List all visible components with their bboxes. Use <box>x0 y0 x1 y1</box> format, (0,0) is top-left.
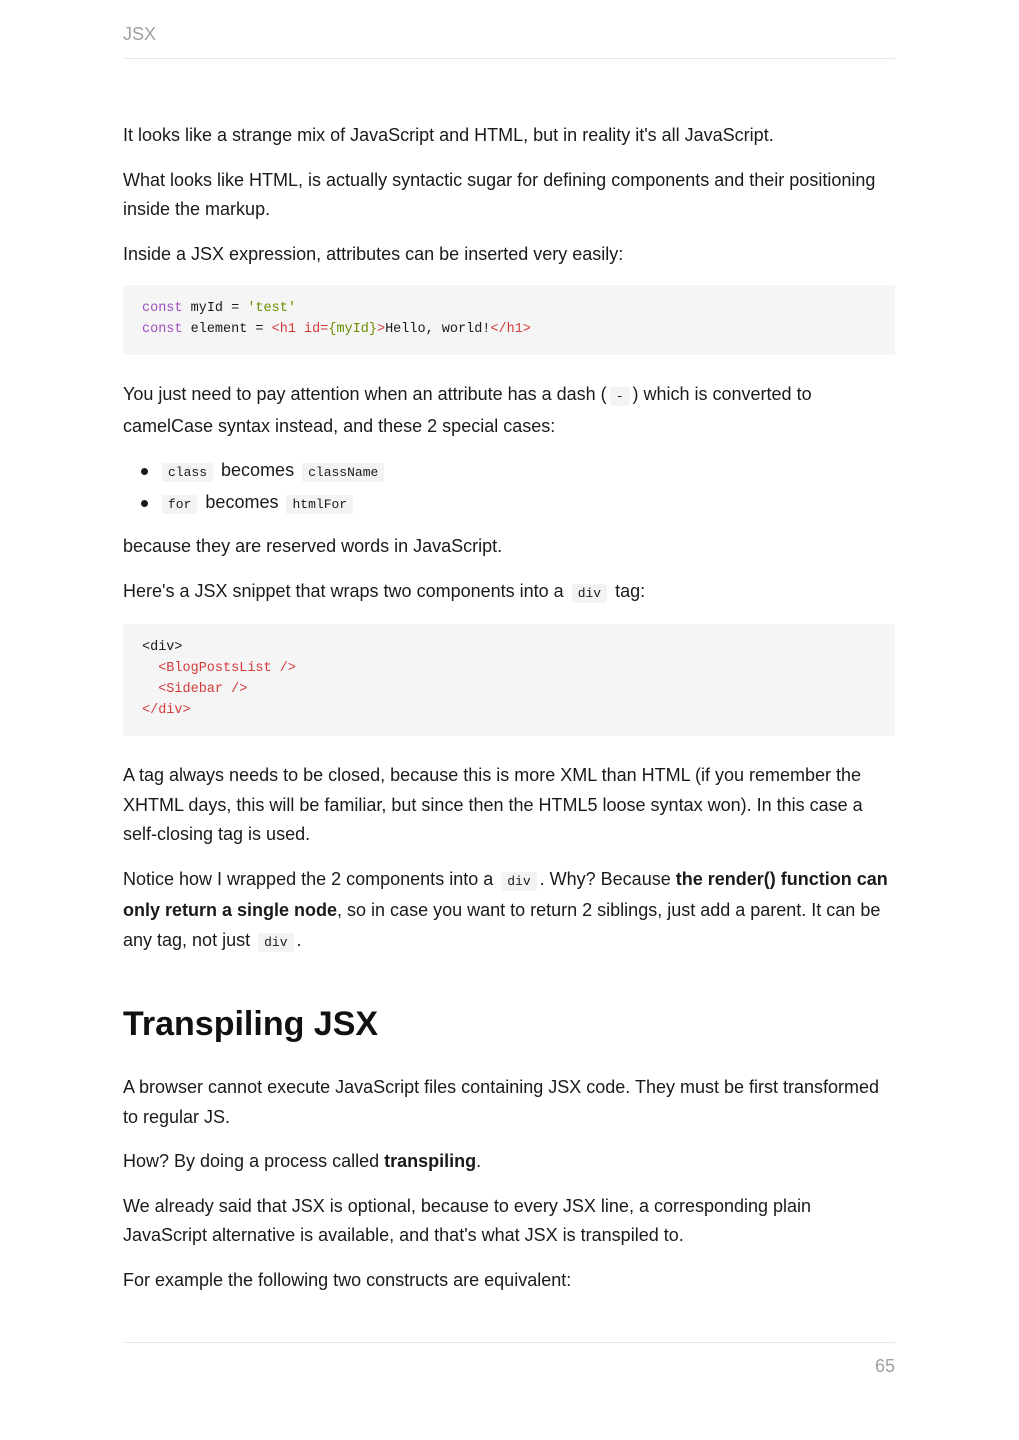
inline-code: for <box>162 495 197 514</box>
paragraph <box>123 577 895 609</box>
code-line: </div> <box>142 703 191 718</box>
paragraph: A tag always needs to be closed, because this is more XML than HTML (if you remember the XHTML days, this will be familiar, but since then the HTML5 loose syntax won). In this case a self-closing tag is used. <box>123 765 863 844</box>
paragraph: What looks like HTML, is actually syntactic sugar for defining components and their positioning inside the markup. <box>123 169 876 219</box>
text-run: ) which is converted to camelCase syntax instead, and these 2 special cases: <box>123 384 812 436</box>
bold-text: transpiling <box>384 1151 477 1171</box>
code-line: <Sidebar /> <box>142 682 248 697</box>
code-token: Hello, world! <box>385 322 491 337</box>
footer-divider <box>123 1342 895 1343</box>
inline-code: div <box>501 872 536 891</box>
inline-code: - <box>610 387 630 406</box>
page-number: 65 <box>874 1356 895 1376</box>
text-run: You just need to pay attention when an attribute has a dash ( <box>123 384 607 404</box>
paragraph: For example the following two constructs are equivalent: <box>123 1269 572 1290</box>
paragraph: Inside a JSX expression, attributes can be inserted very easily: <box>123 243 624 264</box>
text-run: How? By doing a process called <box>123 1151 380 1171</box>
code-line: <BlogPostsList /> <box>142 661 296 676</box>
inline-code: htmlFor <box>286 495 353 514</box>
paragraph: It looks like a strange mix of JavaScript and HTML, but in reality it's all JavaScript. <box>123 125 774 145</box>
paragraph: because they are reserved words in JavaScript. <box>123 536 503 556</box>
header-divider <box>123 58 895 59</box>
text-run: . <box>476 1151 482 1171</box>
page-content <box>123 121 895 1310</box>
code-token: <h1 <box>271 322 305 337</box>
code-token: myId = <box>182 301 248 316</box>
text-run: . Why? Because <box>539 868 671 889</box>
text-run: Notice how I wrapped the 2 components into a <box>123 868 494 889</box>
text-run: Here's a JSX snippet that wraps two components into a <box>123 580 564 601</box>
section-heading: Transpiling JSX <box>123 1005 379 1043</box>
paragraph <box>123 1147 895 1177</box>
code-token: const <box>142 322 183 337</box>
code-line: <div> <box>142 640 183 655</box>
paragraph: We already said that JSX is optional, because to every JSX line, a corresponding plain JavaScript alternative is available, and that's what JSX is transpiled to. <box>123 1195 812 1245</box>
document-page <box>123 0 895 1440</box>
code-token: id= <box>304 322 329 337</box>
inline-code: class <box>162 463 213 482</box>
paragraph <box>123 380 895 441</box>
inline-code: div <box>258 933 293 952</box>
code-block-attributes <box>123 285 895 355</box>
inline-code: div <box>572 584 607 603</box>
inline-code: className <box>302 463 384 482</box>
running-header: JSX <box>123 24 157 44</box>
code-token: const <box>142 301 183 316</box>
list-item <box>123 456 895 488</box>
code-block-div-wrapper <box>123 624 895 736</box>
code-token: </h1> <box>490 322 531 337</box>
paragraph: A browser cannot execute JavaScript files containing JSX code. They must be first transformed to regular JS. <box>123 1077 880 1127</box>
code-token: element = <box>182 322 272 337</box>
bold-text: the render() function can only return a single node <box>123 868 888 920</box>
paragraph <box>123 865 895 958</box>
list-item <box>123 488 895 520</box>
text-run: , so in case you want to return 2 siblings, just add a parent. It can be any tag, not just <box>123 900 881 950</box>
code-token: > <box>376 322 386 337</box>
code-token: {myId} <box>328 322 377 337</box>
text-run: tag: <box>615 580 646 601</box>
text-run: becomes <box>221 460 295 480</box>
code-token: 'test' <box>247 301 296 316</box>
special-cases-list <box>123 456 895 519</box>
text-run: becomes <box>205 491 279 512</box>
text-run: . <box>296 929 302 950</box>
